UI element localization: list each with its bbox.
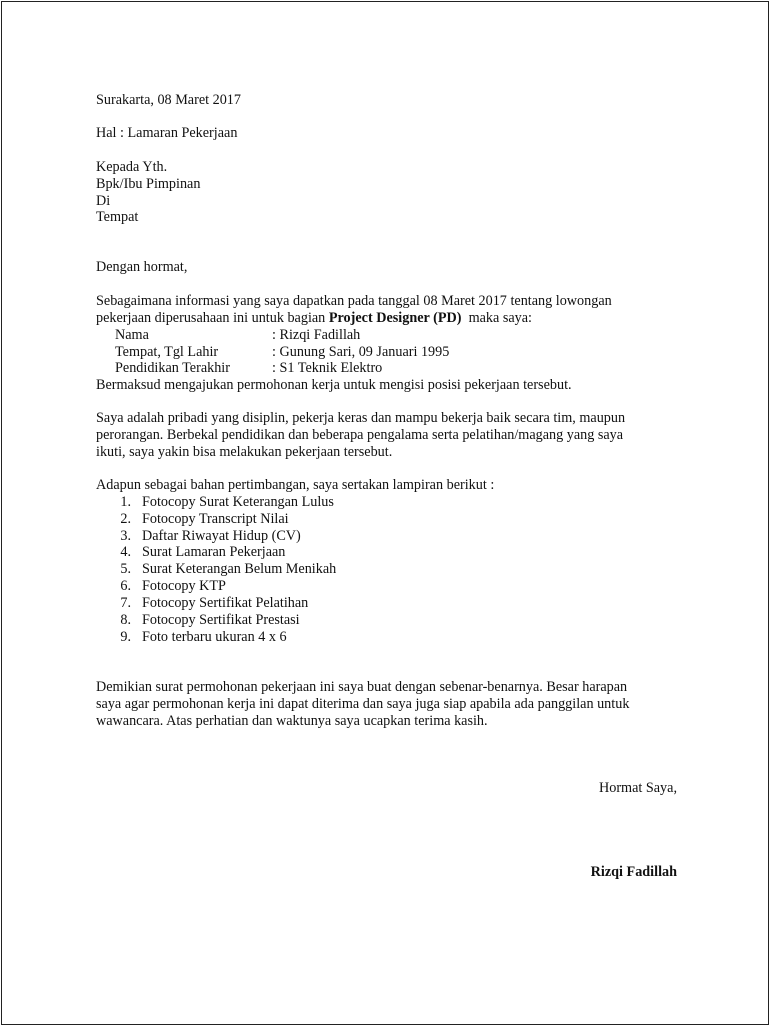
detail-value-birth: : Gunung Sari, 09 Januari 1995 [272,344,450,360]
greeting: Dengan hormat, [96,259,188,275]
attachment-number: 6. [120,578,131,594]
intro-line-2-end: maka saya: [461,310,532,326]
attachments-intro: Adapun sebagai bahan pertimbangan, saya sertakan lampiran berikut : [96,477,495,493]
attachment-number: 2. [120,511,131,527]
intro-line-2-text: pekerjaan diperusahaan ini untuk bagian [96,310,329,326]
recipient-line-3: Di [96,193,111,209]
closing-line-2: saya agar permohonan kerja ini dapat diterima dan saya juga siap apabila ada panggilan untuk [96,696,630,712]
attachment-number: 8. [120,612,131,628]
signature-name: Rizqi Fadillah [590,864,677,880]
attachment-item: Fotocopy Surat Keterangan Lulus [142,494,334,510]
attachment-number: 7. [120,595,131,611]
detail-value-education: : S1 Teknik Elektro [272,360,383,376]
sign-off: Hormat Saya, [598,780,677,796]
self-description-line-2: perorangan. Berbekal pendidikan dan beberapa pengalama serta pelatihan/magang yang saya [96,427,624,443]
place-date: Surakarta, 08 Maret 2017 [96,92,241,108]
attachment-number: 1. [120,494,131,510]
attachment-item: Surat Lamaran Pekerjaan [142,544,286,560]
position-title: Project Designer (PD) [328,310,462,326]
detail-value-name: : Rizqi Fadillah [272,327,361,343]
subject-line: Hal : Lamaran Pekerjaan [96,125,238,141]
attachment-item: Fotocopy Sertifikat Pelatihan [142,595,309,611]
recipient-line-2: Bpk/Ibu Pimpinan [96,176,201,192]
self-description-line-3: ikuti, saya yakin bisa melakukan pekerjaan tersebut. [96,444,393,460]
purpose-line: Bermaksud mengajukan permohonan kerja untuk mengisi posisi pekerjaan tersebut. [96,377,572,393]
attachment-item: Foto terbaru ukuran 4 x 6 [142,629,287,645]
attachment-item: Fotocopy KTP [142,578,226,594]
attachment-number: 9. [120,629,131,645]
attachment-item: Fotocopy Transcript Nilai [142,511,289,527]
recipient-line-4: Tempat [96,209,139,225]
attachment-number: 4. [120,544,131,560]
intro-line-1: Sebagaimana informasi yang saya dapatkan pada tanggal 08 Maret 2017 tentang lowongan [96,293,612,309]
self-description-line-1: Saya adalah pribadi yang disiplin, pekerja keras dan mampu bekerja baik secara tim, maupun [96,410,626,426]
detail-label-name: Nama [115,327,149,343]
letter-page [1,1,769,1025]
closing-line-1: Demikian surat permohonan pekerjaan ini saya buat dengan sebenar-benarnya. Besar harapan [96,679,628,695]
detail-label-birth: Tempat, Tgl Lahir [115,344,219,360]
attachment-item: Daftar Riwayat Hidup (CV) [142,528,301,544]
detail-label-education: Pendidikan Terakhir [115,360,230,376]
recipient-line-1: Kepada Yth. [96,159,168,175]
closing-line-3: wawancara. Atas perhatian dan waktunya saya ucapkan terima kasih. [96,713,488,729]
attachment-item: Fotocopy Sertifikat Prestasi [142,612,300,628]
intro-line-2 [96,310,532,327]
attachment-number: 5. [120,561,131,577]
attachment-number: 3. [120,528,131,544]
attachment-item: Surat Keterangan Belum Menikah [142,561,337,577]
